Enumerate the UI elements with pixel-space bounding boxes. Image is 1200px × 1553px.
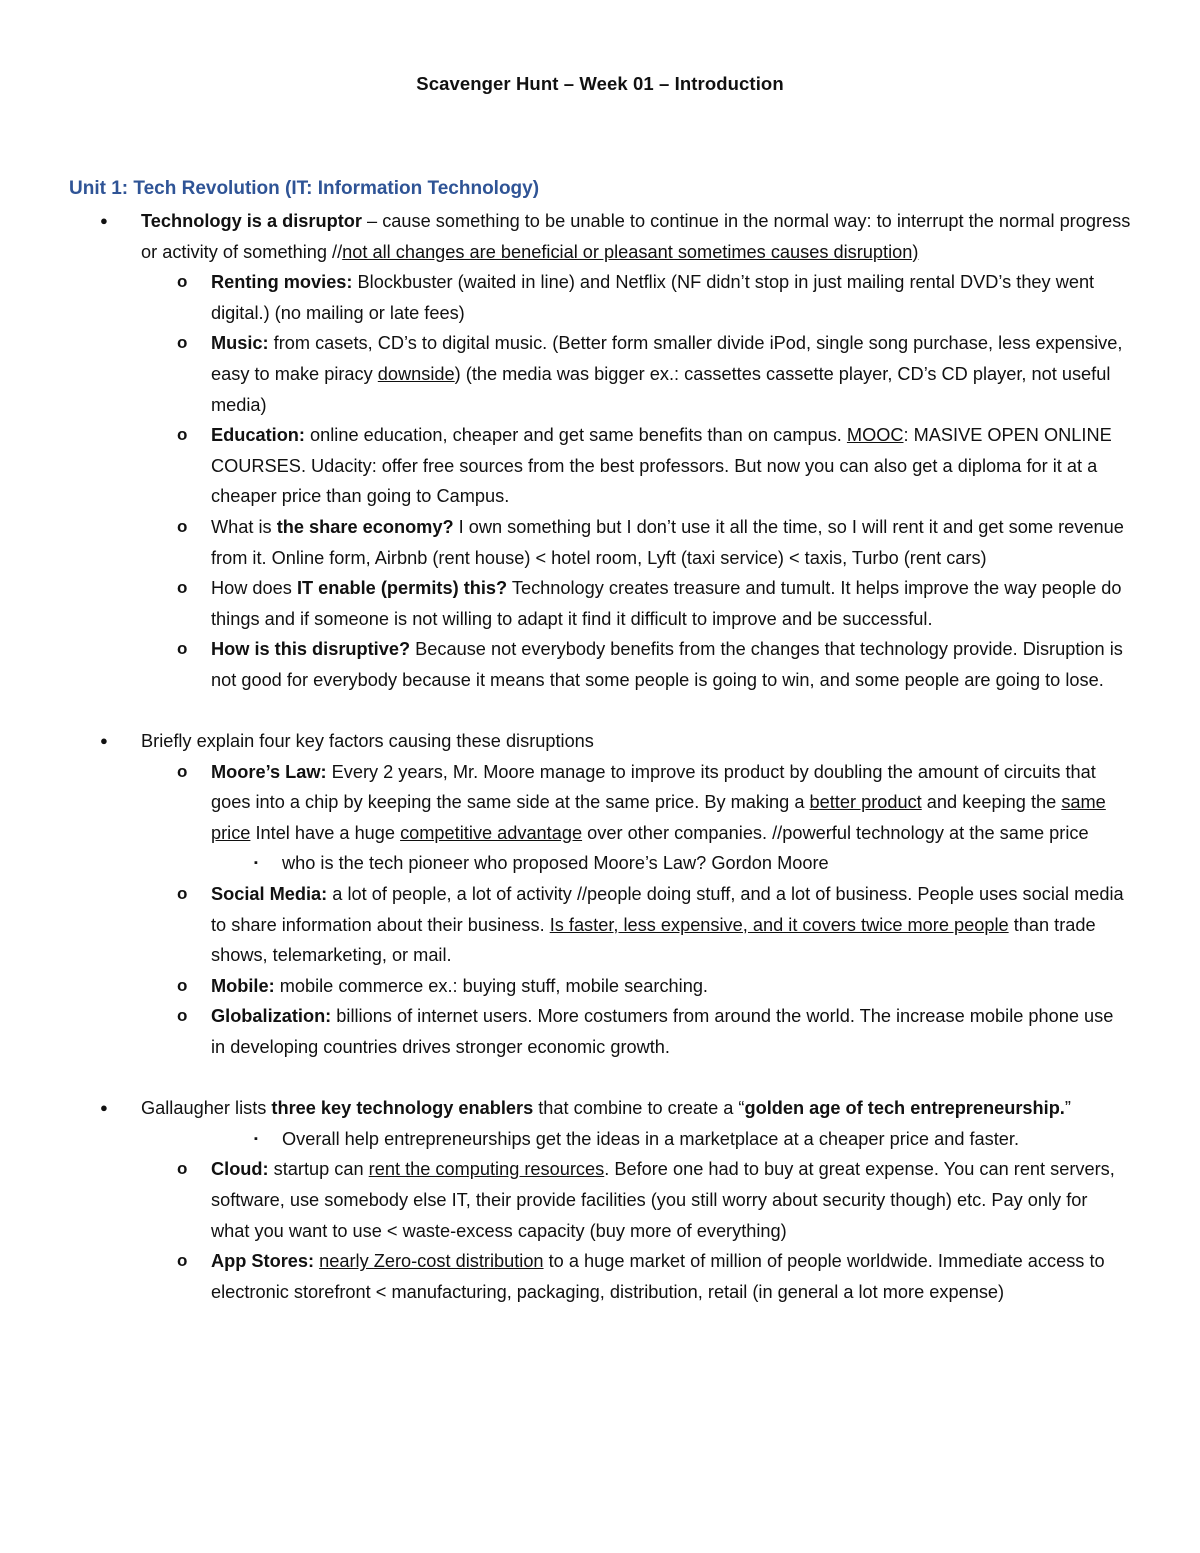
body-text: Because not everybody benefits from the changes that technology provide. Disruption is not good for everybody because it means that some people is going to win, and some people are going to lose.	[211, 639, 1123, 690]
body-text: a lot of people, a lot of activity //people doing stuff, and a lot of business. People uses social media to share information about their business.	[211, 884, 1124, 935]
body-text: Every 2 years, Mr. Moore manage to improve its product by doubling the amount of circuits that goes into a chip by keeping the same side at the same price. By making a	[211, 761, 1096, 813]
bold-text: Cloud:	[211, 1159, 269, 1180]
bold-text: Moore’s Law:	[211, 761, 327, 782]
body-text: mobile commerce ex.: buying stuff, mobile searching.	[274, 975, 708, 996]
sub-marker: o	[177, 1006, 188, 1026]
underlined-text: Is faster, less expensive, and it covers twice more people	[549, 914, 1009, 935]
bullet-marker: ●	[100, 733, 108, 749]
square-marker: ▪	[254, 857, 258, 870]
sub-marker: o	[177, 516, 188, 536]
page-title: Scavenger Hunt – Week 01 – Introduction	[416, 73, 784, 94]
body-text: that combine to create a “	[533, 1098, 745, 1119]
body-text: and keeping the	[921, 792, 1062, 813]
unit-heading: Unit 1: Tech Revolution (IT: Information Technology)	[69, 178, 540, 199]
square-marker: ▪	[254, 1132, 258, 1145]
body-text: from casets, CD’s to digital music. (Better form smaller divide iPod, single song purchase, less expensive, easy to make piracy	[211, 333, 1123, 384]
body-text: Blockbuster (waited in line) and Netflix (NF didn’t stop in just mailing rental DVD’s they went digital.) (no mailing or late fees)	[211, 272, 1095, 323]
underlined-text: nearly Zero-cost distribution	[319, 1251, 544, 1272]
sub-marker: o	[177, 761, 188, 781]
body-text: online education, cheaper and get same benefits than on campus.	[304, 425, 847, 446]
sub-marker: o	[177, 272, 188, 292]
body-text: : MASIVE OPEN ONLINE COURSES. Udacity: offer free sources from the best professors. But now you can also get a diploma for it at a cheaper price than going to Campus.	[211, 425, 1112, 507]
bold-text: Mobile:	[211, 975, 275, 996]
sub-item-music	[0, 328, 1200, 420]
bold-text: Education:	[211, 425, 305, 446]
body-text: over other companies. //powerful technology at the same price	[582, 822, 1089, 843]
underlined-text: downside	[377, 363, 455, 384]
body-text: Briefly explain four key factors causing these disruptions	[141, 731, 594, 752]
bold-text: the share economy?	[276, 516, 454, 537]
spacer	[0, 696, 1200, 727]
bullet-technology-enablers	[0, 1093, 1200, 1124]
body-text: startup can	[268, 1159, 369, 1180]
sub-marker: o	[177, 333, 188, 353]
sub-item-mobile	[0, 971, 1200, 1002]
sub-marker: o	[177, 425, 188, 445]
sub-marker: o	[177, 1251, 188, 1271]
body-text: – cause something to be unable to continue in the normal way: to interrupt the normal progress or activity of something //	[141, 211, 1131, 262]
bold-text: IT enable (permits) this?	[296, 578, 508, 599]
sub-sub-item-gordon-moore	[0, 848, 1200, 879]
body-text: ) (the media was bigger ex.: cassettes cassette player, CD’s CD player, not useful media)	[211, 363, 1111, 415]
sub-marker: o	[177, 975, 188, 995]
underlined-text: not all changes are beneficial or pleasant sometimes causes disruption)	[342, 241, 919, 262]
document-body	[0, 206, 1200, 1307]
body-text: Technology creates treasure and tumult. It helps improve the way people do things and if someone is not willing to adapt it find it difficult to improve and be successful.	[211, 578, 1122, 629]
bold-text: Globalization:	[211, 1006, 332, 1027]
sub-item-cloud	[0, 1154, 1200, 1246]
bold-text: three key technology enablers	[271, 1098, 534, 1119]
body-text: . Before one had to buy at great expense. You can rent servers, software, use somebody else IT, their provide facilities (you still worry about security though) etc. Pay only for what you want to use < waste-excess capacity (buy more of everything)	[211, 1159, 1115, 1241]
body-text: billions of internet users. More costumers from around the world. The increase mobile phone use in developing countries drives stronger economic growth.	[211, 1006, 1114, 1058]
underlined-text: rent the computing resources	[368, 1159, 605, 1180]
sub-item-share-economy	[0, 512, 1200, 573]
sub-item-disruptive	[0, 634, 1200, 695]
body-text: ”	[1064, 1098, 1071, 1119]
bullet-marker: ●	[100, 1100, 108, 1116]
body-text: Intel have a huge	[250, 822, 401, 843]
sub-item-renting-movies	[0, 267, 1200, 328]
sub-item-education	[0, 420, 1200, 512]
bullet-technology-disruptor	[0, 206, 1200, 267]
body-text: who is the tech pioneer who proposed Moore’s Law? Gordon Moore	[282, 853, 829, 874]
bullet-four-key-factors	[0, 726, 1200, 757]
bold-text: Music:	[211, 333, 269, 354]
underlined-text: competitive advantage	[400, 822, 583, 843]
bullet-marker: ●	[100, 213, 108, 228]
body-text: Overall help entrepreneurships get the ideas in a marketplace at a cheaper price and faster.	[282, 1128, 1020, 1149]
body-text: to a huge market of million of people worldwide. Immediate access to electronic storefront < manufacturing, packaging, distribution, retail (in general a lot more expense)	[211, 1251, 1105, 1302]
underlined-text: better product	[809, 792, 922, 813]
bold-text: Renting movies:	[211, 272, 353, 293]
body-text: How does	[211, 578, 297, 599]
sub-item-globalization	[0, 1001, 1200, 1062]
sub-marker: o	[177, 639, 188, 659]
sub-item-it-enable	[0, 573, 1200, 634]
sub-sub-item-overall-help	[0, 1124, 1200, 1155]
sub-item-social-media	[0, 879, 1200, 971]
sub-item-app-stores	[0, 1246, 1200, 1307]
body-text: Gallaugher lists	[141, 1098, 272, 1119]
spacer	[0, 1063, 1200, 1094]
body-text: than trade shows, telemarketing, or mail.	[211, 914, 1096, 966]
sub-marker: o	[177, 1159, 188, 1179]
bold-text: Social Media:	[211, 884, 328, 905]
underlined-text: MOOC	[846, 425, 904, 446]
sub-marker: o	[177, 578, 188, 598]
sub-item-moores-law	[0, 757, 1200, 849]
bold-text: App Stores:	[211, 1251, 315, 1272]
bold-text: Technology is a disruptor	[141, 211, 362, 231]
body-text: I own something but I don’t use it all the time, so I will rent it and get some revenue from it. Online form, Airbnb (rent house) < hotel room, Lyft (taxi service) < taxis, Turbo (rent cars)	[211, 516, 1124, 568]
body-text: What is	[211, 516, 277, 537]
sub-marker: o	[177, 884, 188, 904]
bold-text: golden age of tech entrepreneurship.	[744, 1098, 1065, 1119]
underlined-text: same price	[211, 792, 1106, 843]
bold-text: How is this disruptive?	[211, 639, 411, 660]
